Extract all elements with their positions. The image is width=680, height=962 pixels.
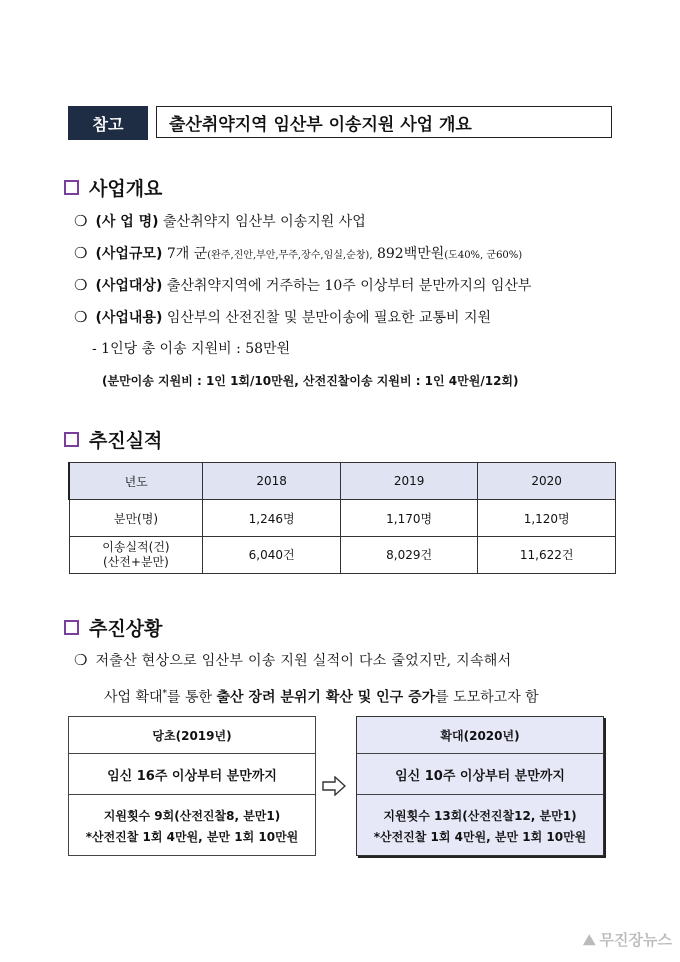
circle-bullet-icon: ❍ (74, 212, 88, 230)
original-plan-box (68, 716, 316, 856)
table-header-cell: 2018 (203, 463, 341, 500)
section-heading-overview (64, 174, 162, 201)
box-line: 임신 16주 이상부터 분만까지 (69, 754, 315, 795)
table-row (69, 537, 616, 574)
box-title: 당초(2019년) (69, 717, 315, 754)
box-detail: 지원횟수 13회(산전진찰12, 분만1) *산전진찰 1회 4만원, 분만 1회 10만원 (373, 809, 587, 844)
table-header-cell: 2019 (340, 463, 478, 500)
table-header-row (69, 463, 616, 500)
table-cell: 6,040건 (203, 537, 341, 574)
table-cell: 8,029건 (340, 537, 478, 574)
checkbox-square-icon (64, 620, 79, 635)
status-paragraph-line2: 사업 확대*를 통한 출산 장려 분위기 확산 및 인구 증가를 도모하고자 함 (104, 689, 539, 706)
table-cell: 1,120명 (478, 500, 616, 537)
table-header-cell: 년도 (69, 463, 203, 500)
circle-bullet-icon: ❍ (74, 651, 88, 669)
expanded-plan-box (356, 716, 604, 856)
table-cell: 1,170명 (340, 500, 478, 537)
box-detail: 지원횟수 9회(산전진찰8, 분만1) *산전진찰 1회 4만원, 분만 1회 10만원 (85, 809, 299, 844)
header-tag: 참고 (68, 106, 148, 140)
table-cell: 1,246명 (203, 500, 341, 537)
page-title: 출산취약지역 임산부 이송지원 사업 개요 (156, 106, 612, 138)
table-cell: 11,622건 (478, 537, 616, 574)
overview-sub-line: - 1인당 총 이송 지원비 : 58만원 (92, 341, 291, 357)
overview-row-content: ❍ (사업내용) 임산부의 산전진찰 및 분만이송에 필요한 교통비 지원 (74, 308, 492, 326)
circle-bullet-icon: ❍ (74, 244, 88, 262)
table-row (69, 500, 616, 537)
mountain-logo-icon: ⛰ (582, 930, 596, 949)
section-heading-results (64, 426, 162, 453)
circle-bullet-icon: ❍ (74, 308, 88, 326)
table-cell: 분만(명) (69, 500, 203, 537)
status-paragraph-line1: ❍ 저출산 현상으로 임산부 이송 지원 실적이 다소 줄었지만, 지속해서 (74, 651, 512, 669)
table-header-cell: 2020 (478, 463, 616, 500)
overview-row-name: ❍ (사 업 명) 출산취약지 임산부 이송지원 사업 (74, 212, 366, 230)
watermark: ⛰ 무진장뉴스 (582, 930, 672, 949)
overview-row-target: ❍ (사업대상) 출산취약지역에 거주하는 10주 이상부터 분만까지의 임산부 (74, 276, 532, 294)
checkbox-square-icon (64, 180, 79, 195)
right-arrow-icon (322, 776, 346, 796)
section-title: 추진상황 (89, 618, 163, 640)
results-table (68, 462, 616, 574)
overview-note: (분만이송 지원비 : 1인 1회/10만원, 산전진찰이송 지원비 : 1인 4만원/12회) (102, 374, 519, 388)
box-title: 확대(2020년) (357, 717, 603, 754)
checkbox-square-icon (64, 432, 79, 447)
overview-row-scale: ❍ (사업규모) 7개 군(완주,진안,부안,무주,장수,임실,순창), 892백만원(도40%, 군60%) (74, 244, 523, 262)
box-line: 임신 10주 이상부터 분만까지 (357, 754, 603, 795)
section-heading-status (64, 614, 162, 641)
section-title: 추진실적 (89, 430, 163, 452)
circle-bullet-icon: ❍ (74, 276, 88, 294)
section-title: 사업개요 (89, 178, 163, 200)
table-cell: 이송실적(건) (산전+분만) (69, 537, 203, 574)
